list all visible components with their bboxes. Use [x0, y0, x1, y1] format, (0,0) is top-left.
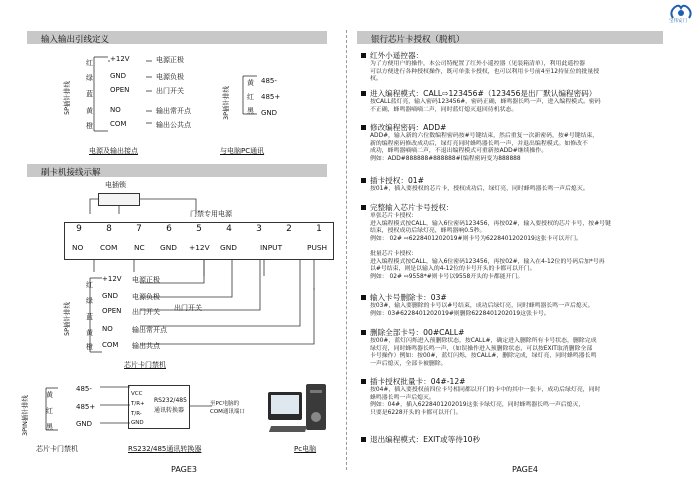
- pin-label: +12V: [102, 275, 122, 283]
- section-body: 单张芯片卡授权： 进入编程模式按CALL，输入6位密码123456，再按02#，输入要授权的芯片卡号，按#号键 结束，授权成功后绿灯亮，蜂鸣器响0.5秒。 例如： 02# ⇨6228401202019#则卡号为6228401202019这张卡可以开门。 批量芯片卡授权： 进入编程模式按CALL，输入6位密码123456，再按02#，输入在4-12位的号码后加*号再 以#号结束，则是以输入的4-12位的卡号开头的卡都可以开门。 例如： 02# ⇨9558*#则卡号以9558开头的卡都能开门。: [370, 213, 611, 280]
- converter-pin: T/R-: [131, 411, 142, 417]
- section-header-wiring-text: 刷卡机接线示解: [41, 168, 101, 178]
- terminal-number: 1: [316, 224, 322, 234]
- terminal-label: COM: [100, 243, 118, 252]
- terminal-label: PUSH: [307, 243, 328, 252]
- wire-color: 橙: [86, 343, 93, 351]
- connector-5p-lower-side-label: 5P插针排线: [63, 301, 71, 336]
- bullet-marker: [361, 125, 366, 130]
- bullet-marker: [361, 379, 366, 384]
- pin-label-4: NO: [110, 106, 121, 114]
- pc-com-note-2: COM通讯端口: [210, 409, 245, 415]
- pin-label-2: GND: [110, 72, 127, 80]
- access-controller-caption: 芯片卡门禁机: [124, 361, 166, 369]
- section-title: 输入卡号删除卡：03#: [370, 293, 447, 302]
- bullet-marker: [361, 437, 366, 442]
- pin-label: 485-: [76, 385, 92, 393]
- page-divider: [346, 30, 347, 470]
- section-header-bank-card-text: 银行芯片卡授权（脱机）: [371, 35, 465, 45]
- wire-color: 黄: [86, 329, 93, 337]
- monitor-icon: [268, 392, 302, 420]
- pin-desc-1: 电源正极: [156, 56, 184, 64]
- pin-label-3: OPEN: [110, 86, 130, 94]
- wire3-color-1: 黄: [247, 79, 254, 87]
- terminal-number: 9: [76, 224, 82, 234]
- terminal-number: 3: [256, 224, 262, 234]
- terminal-label: NC: [134, 243, 145, 252]
- logo-mark-icon: [667, 4, 695, 20]
- connector-5p-side-label: 5P插针排线: [63, 80, 71, 115]
- pin-label: NO: [102, 325, 113, 333]
- wire-color-1: 红: [86, 59, 93, 67]
- section-body: 按03#，输入要删除的卡号以#号结束，成功后绿灯亮，同时蜂鸣器长鸣一声后熄灭。 例如：03#6228401202019#则删除6228401202019这张卡号。: [370, 303, 594, 317]
- logo-caption: 宝伟安门: [669, 19, 687, 24]
- wire-color: 绿: [86, 297, 93, 305]
- pin-label: OPEN: [102, 307, 122, 315]
- section-header-wiring: [27, 164, 327, 177]
- section-title: 进入编程模式：CALL⇨123456#（123456是出厂默认编程密码）: [370, 89, 597, 98]
- wire-color-4: 黄: [86, 107, 93, 115]
- terminal-label: GND: [220, 243, 237, 252]
- page-number-left: PAGE3: [171, 465, 197, 474]
- page-number-right: PAGE4: [512, 465, 538, 474]
- wire-color-5: 橙: [86, 122, 93, 130]
- connector-5p-diagram: [64, 53, 214, 135]
- bullet-marker: [361, 330, 366, 335]
- section-title: 红外小遥控器：: [370, 51, 424, 60]
- caption-power-output: 电源及输出接点: [89, 147, 138, 155]
- pin-desc: 输出共点: [132, 342, 160, 350]
- converter-subtitle: 通讯转换器: [154, 407, 185, 414]
- brand-logo: [667, 4, 695, 26]
- wire-color: 黄: [46, 391, 53, 399]
- pin-label-1: +12V: [110, 55, 130, 63]
- connector-3p-diagram: [223, 70, 313, 130]
- lock-label: 电插锁: [105, 181, 126, 189]
- rs232-485-converter: [128, 385, 190, 429]
- pin-label: GND: [76, 420, 93, 428]
- converter-pin: T/R+: [131, 401, 145, 407]
- pc-com-note-1: 至PC电脑的: [210, 401, 240, 407]
- pc-caption: Pc电脑: [294, 445, 317, 453]
- wire-color: 蓝: [86, 313, 93, 321]
- section-title: 退出编程模式：EXIT或等待10秒: [370, 435, 481, 444]
- section-body: 按04#，插入要授权前四位卡号相同都以开门的卡中的其中一张卡，成功后绿灯亮，同时 蜂鸣器长鸣一声后熄灭。 例如：04#，插入6228401202019这张卡绿灯亮，同时蜂鸣器长鸣一声后熄灭， 只要是6228开头的卡都可以开门。: [370, 387, 601, 416]
- bullet-marker: [361, 205, 366, 210]
- pin-desc-4: 输出常开点: [156, 107, 191, 115]
- wire-color: 红: [46, 407, 53, 415]
- pin-label: COM: [102, 341, 119, 349]
- connector-5p-lower: [64, 274, 264, 356]
- terminal-number: 7: [136, 224, 142, 234]
- connector-3pin-side-label: 3PIN插针排线: [21, 395, 29, 436]
- pin-desc: 电源负极: [132, 293, 160, 301]
- pin-desc: 输出常开点: [132, 326, 167, 334]
- wire-color: 红: [86, 281, 93, 289]
- pc-tower-icon: [306, 384, 326, 430]
- pin-desc-5: 输出公共点: [156, 121, 191, 129]
- terminal-number: 5: [196, 224, 202, 234]
- wire3-color-3: 黑: [247, 107, 254, 115]
- pin-desc: 出门开关: [132, 308, 160, 316]
- keyboard-icon: [269, 426, 307, 432]
- pc-illustration: [268, 382, 330, 440]
- section-title: 完整输入芯片卡号授权：: [370, 203, 454, 212]
- pin-desc-3: 出门开关: [156, 87, 184, 95]
- exit-switch-label: 出门开关: [174, 304, 202, 312]
- bullet-marker: [361, 295, 366, 300]
- converter-cable: [190, 396, 212, 416]
- section-body: ADD#，输入新的六位数编程密码按#号键结束，然后重复一次新密码，按#号键结束， 新的编程密码修改成功后，绿灯亮同时蜂鸣器长鸣一声，并退出编程模式。如修改不 成功，蜂鸣器嘀嘀二声，不退出编程模式可重新按ADD#继续操作。 例如：ADD#888888#888888#(编程密码变为888888: [370, 133, 599, 162]
- section-title: 删除全部卡号：00#CALL#: [370, 328, 465, 337]
- terminal-label: GND: [160, 243, 177, 252]
- converter-pin: GND: [131, 420, 144, 426]
- converter-title: RS232/485: [154, 397, 187, 404]
- pin3-label-3: GND: [261, 109, 278, 117]
- wire-color: 黑: [46, 423, 53, 431]
- wire3-color-2: 红: [247, 93, 254, 101]
- section-body: 按01#，插入要授权的芯片卡，授权成功后，绿灯亮，同时蜂鸣器长鸣一声后熄灭。: [370, 186, 589, 192]
- power-supply-label: 门禁专用电源: [190, 210, 232, 218]
- wire-color-2: 绿: [86, 74, 93, 82]
- terminal-label: NO: [72, 243, 84, 252]
- section-title: 修改编程密码：ADD#: [370, 123, 447, 132]
- section-header-bank-card: [357, 31, 663, 44]
- section-body: 按CALL蓝灯亮，输入密码123456#，密码正确，蜂鸣器长鸣一声，进入编程模式。密码 不正确，蜂鸣器嘀嘀二声，同时蓝灯熄灭退回待机状态。: [370, 99, 601, 113]
- section-title: 插卡授权批量卡：04#-12#: [370, 377, 466, 386]
- bullet-marker: [361, 178, 366, 183]
- terminal-label: INPUT: [260, 243, 283, 252]
- pin-desc-2: 电源负极: [156, 73, 184, 81]
- section-header-io-text: 输入输出引线定义: [41, 35, 110, 45]
- pin3-label-2: 485+: [261, 93, 281, 101]
- terminal-number: 6: [166, 224, 172, 234]
- section-header-io: [27, 31, 327, 44]
- terminal-number: 2: [286, 224, 292, 234]
- pin-label: GND: [102, 292, 119, 300]
- terminal-number: 4: [226, 224, 232, 234]
- terminal-label: +12V: [189, 243, 210, 252]
- pin-label-5: COM: [110, 120, 127, 128]
- converter-caption: RS232/485通讯转换器: [128, 445, 202, 453]
- connector-3p-side-label: 3P插针排线: [222, 85, 230, 120]
- pin-label: 485+: [76, 403, 96, 411]
- caption-pc-comm: 与电脑PC通讯: [220, 147, 265, 155]
- connector-5p-wires: [78, 53, 218, 133]
- access-controller-caption-2: 芯片卡门禁机: [36, 445, 78, 453]
- converter-pin: VCC: [131, 391, 143, 397]
- section-title: 插卡授权：01#: [370, 176, 424, 185]
- bullet-marker: [361, 53, 366, 58]
- pin-desc: 电源正极: [132, 276, 160, 284]
- section-body: 按00#，蓝灯闪烁进入预删除状态，按CALL#，确定进入删除所有卡号状态，删除完成 绿灯亮，同时蜂鸣器长鸣一声，（如误操作进入预删除状态，可以按EXIT取消删除全部 卡号操作）例如：按00#，蓝灯闪烁，按CALL#，删除完成，绿灯亮，同时蜂鸣器长鸣 一声后熄灭，全部卡被删除。: [370, 338, 597, 367]
- bullet-marker: [361, 91, 366, 96]
- wire-color-3: 蓝: [86, 90, 93, 98]
- section-body: 为了方便用户的操作，本公司特配置了红外小遥控器（见装箱清单），利用此遥控器 可以方便进行各种授权操作，既可单张卡授权，也可以利用卡号前4至12持征位的批量授 权。: [370, 61, 600, 83]
- terminal-number: 8: [106, 224, 112, 234]
- pin3-label-1: 485-: [261, 77, 277, 85]
